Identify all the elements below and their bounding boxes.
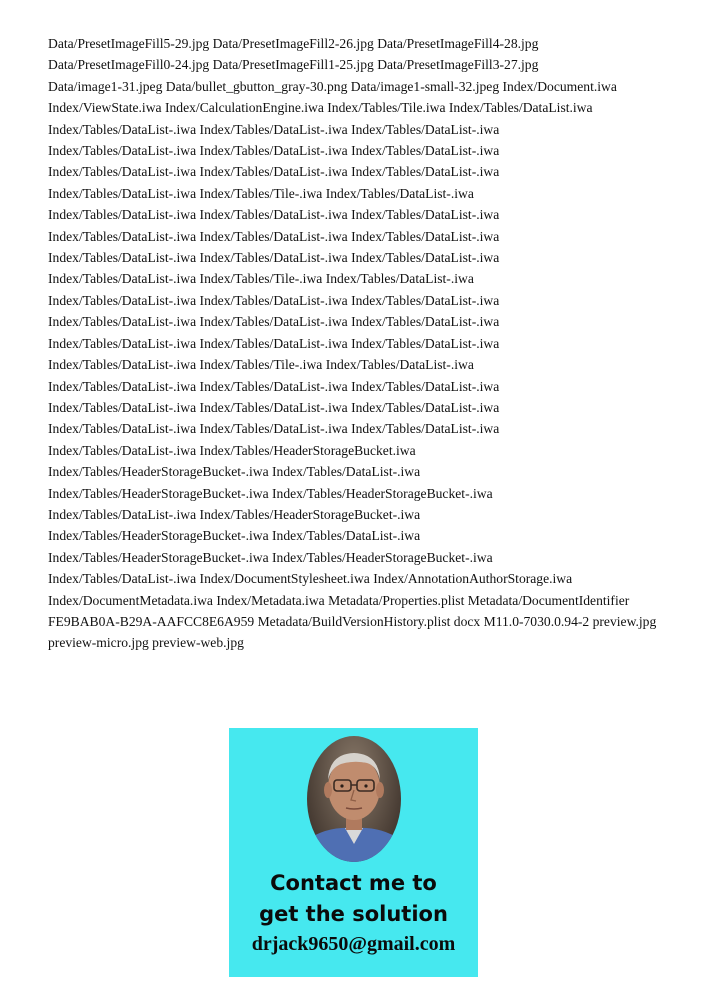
document-line: preview-micro.jpg preview-web.jpg xyxy=(48,635,244,651)
document-line: Index/Tables/HeaderStorageBucket-.iwa Index/Tables/HeaderStorageBucket-.iwa xyxy=(48,549,493,565)
person-portrait-icon xyxy=(307,736,401,862)
document-line: Index/Tables/DataList-.iwa Index/Tables/DataList-.iwa Index/Tables/DataList-.iwa xyxy=(48,121,500,137)
document-line: Index/Tables/DataList-.iwa Index/Tables/DataList-.iwa Index/Tables/DataList-.iwa xyxy=(48,335,500,351)
contact-card xyxy=(229,728,478,977)
document-line: Index/Tables/DataList-.iwa Index/Tables/DataList-.iwa Index/Tables/DataList-.iwa xyxy=(48,164,500,180)
contact-headline xyxy=(229,868,478,930)
document-line: Index/Tables/DataList-.iwa Index/Tables/Tile-.iwa Index/Tables/DataList-.iwa xyxy=(48,271,474,287)
document-line: Data/image1-31.jpeg Data/bullet_gbutton_gray-30.png Data/image1-small-32.jpeg Index/Document.iwa xyxy=(48,78,617,94)
document-line: Index/Tables/DataList-.iwa Index/Tables/DataList-.iwa Index/Tables/DataList-.iwa xyxy=(48,399,500,415)
document-line: Index/ViewState.iwa Index/CalculationEngine.iwa Index/Tables/Tile.iwa Index/Tables/DataList.iwa xyxy=(48,100,593,116)
document-line: Index/Tables/DataList-.iwa Index/DocumentStylesheet.iwa Index/AnnotationAuthorStorage.iwa xyxy=(48,571,573,587)
document-line: Index/Tables/DataList-.iwa Index/Tables/DataList-.iwa Index/Tables/DataList-.iwa xyxy=(48,314,500,330)
document-line: Index/Tables/DataList-.iwa Index/Tables/HeaderStorageBucket-.iwa xyxy=(48,506,421,522)
document-line: Index/DocumentMetadata.iwa Index/Metadata.iwa Metadata/Properties.plist Metadata/DocumentIdentifier xyxy=(48,592,630,608)
document-line: Data/PresetImageFill0-24.jpg Data/PresetImageFill1-25.jpg Data/PresetImageFill3-27.jpg xyxy=(48,57,539,73)
document-line: Index/Tables/HeaderStorageBucket-.iwa Index/Tables/DataList-.iwa xyxy=(48,464,421,480)
document-line: Index/Tables/DataList-.iwa Index/Tables/DataList-.iwa Index/Tables/DataList-.iwa xyxy=(48,250,500,266)
document-line: Index/Tables/DataList-.iwa Index/Tables/DataList-.iwa Index/Tables/DataList-.iwa xyxy=(48,143,500,159)
document-line: Index/Tables/DataList-.iwa Index/Tables/DataList-.iwa Index/Tables/DataList-.iwa xyxy=(48,292,500,308)
document-line: Index/Tables/DataList-.iwa Index/Tables/DataList-.iwa Index/Tables/DataList-.iwa xyxy=(48,207,500,223)
document-line: Index/Tables/DataList-.iwa Index/Tables/DataList-.iwa Index/Tables/DataList-.iwa xyxy=(48,378,500,394)
headline-line-2: get the solution xyxy=(259,902,448,926)
contact-email[interactable]: drjack9650@gmail.com xyxy=(251,933,456,955)
document-line: Index/Tables/DataList-.iwa Index/Tables/DataList-.iwa Index/Tables/DataList-.iwa xyxy=(48,421,500,437)
headline-line-1: Contact me to xyxy=(270,871,437,895)
document-line: Index/Tables/DataList-.iwa Index/Tables/Tile-.iwa Index/Tables/DataList-.iwa xyxy=(48,185,474,201)
document-line: Index/Tables/HeaderStorageBucket-.iwa Index/Tables/HeaderStorageBucket-.iwa xyxy=(48,485,493,501)
document-line: Index/Tables/DataList-.iwa Index/Tables/DataList-.iwa Index/Tables/DataList-.iwa xyxy=(48,228,500,244)
document-line: Index/Tables/HeaderStorageBucket-.iwa Index/Tables/DataList-.iwa xyxy=(48,528,421,544)
document-line: FE9BAB0A-B29A-AAFCC8E6A959 Metadata/BuildVersionHistory.plist docx M11.0-7030.0.94-2 preview.jpg xyxy=(48,613,657,629)
document-line: Index/Tables/DataList-.iwa Index/Tables/HeaderStorageBucket.iwa xyxy=(48,442,416,458)
document-text xyxy=(48,33,698,654)
document-line: Data/PresetImageFill5-29.jpg Data/PresetImageFill2-26.jpg Data/PresetImageFill4-28.jpg xyxy=(48,36,539,51)
document-line: Index/Tables/DataList-.iwa Index/Tables/Tile-.iwa Index/Tables/DataList-.iwa xyxy=(48,357,474,373)
